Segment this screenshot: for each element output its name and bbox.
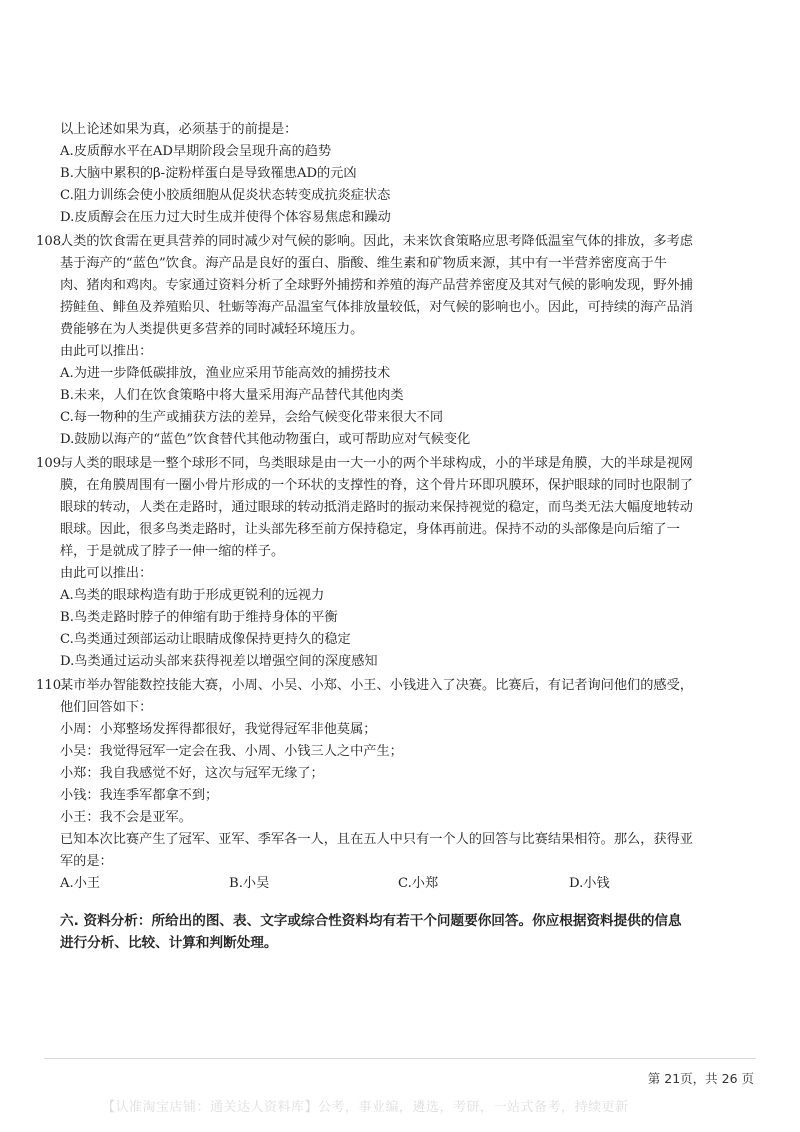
q109-text-line: 眼球。因此，很多鸟类走路时，让头部先移至前方保持稳定，身体再前进。保持不动的头部像是向后缩了一 <box>60 522 680 537</box>
q107-option-b: B.大脑中累积的β-淀粉样蛋白是导致罹患AD的元凶 <box>60 166 357 181</box>
q107-option-c: C.阻力训练会使小胶质细胞从促炎状态转变成抗炎症状态 <box>60 188 391 203</box>
q108-option-c: C.每一物种的生产或捕获方法的差异，会给气候变化带来很大不同 <box>60 410 444 425</box>
q108-text-line: 肉、猪肉和鸡肉。专家通过资料分析了全球野外捕捞和养殖的海产品营养密度及其对气候的影响发现，野外捕 <box>60 278 693 293</box>
watermark-text: 【认准淘宝店铺：通关达人资料库】公考，事业编，遴选，考研，一站式备考，持续更新 <box>102 1100 629 1115</box>
q108-text-line: 捞鲑鱼、鲱鱼及养殖贻贝、牡蛎等海产品温室气体排放量较低，对气候的影响也小。因此，可持续的海产品消 <box>60 300 693 315</box>
q107-option-d: D.皮质醇会在压力过大时生成并使得个体容易焦虑和躁动 <box>60 210 391 225</box>
q109-option-b: B.鸟类走路时脖子的伸缩有助于维持身体的平衡 <box>60 610 338 625</box>
footer-divider <box>44 1058 756 1059</box>
q109-text-line: 样，于是就成了脖子一伸一缩的样子。 <box>60 544 285 559</box>
q110-option-d: D.小钱 <box>569 876 610 891</box>
q109-option-c: C.鸟类通过颈部运动让眼睛成像保持更持久的稳定 <box>60 632 351 647</box>
q109-text-line: 膜，在角膜周围有一圈小骨片形成的一个环状的支撑性的脊，这个骨片环即巩膜环，保护眼球的同时也限制了 <box>60 478 693 493</box>
q108-number: 108. <box>36 234 66 249</box>
q110-text-line: 小郑：我自我感觉不好，这次与冠军无缘了； <box>60 766 324 781</box>
section-6-title: 六. 资料分析：所给出的图、表、文字或综合性资料均有若干个问题要你回答。你应根据资料提供的信息 <box>60 913 682 929</box>
q107-stem: 以上论述如果为真，必须基于的前提是： <box>60 122 298 137</box>
q110-option-a: A.小王 <box>60 876 101 891</box>
q110-text-line: 小周：小郑整场发挥得都很好，我觉得冠军非他莫属； <box>60 722 377 737</box>
q109-option-a: A.鸟类的眼球构造有助于形成更锐利的远视力 <box>60 588 325 603</box>
q108-prompt: 由此可以推出： <box>60 344 153 359</box>
q110-text-line: 小王：我不会是亚军。 <box>60 810 192 825</box>
q109-text-line: 眼球的转动，人类在走路时，通过眼球的转动抵消走路时的振动来保持视觉的稳定，而鸟类无法大幅度地转动 <box>60 500 693 515</box>
section-6-title-cont: 进行分析、比较、计算和判断处理。 <box>60 935 278 951</box>
q110-text-line: 他们回答如下： <box>60 700 153 715</box>
q110-text-line: 小钱：我连季军都拿不到； <box>60 788 219 803</box>
q109-option-d: D.鸟类通过运动头部来获得视差以增强空间的深度感知 <box>60 654 378 669</box>
q109-number: 109. <box>36 456 66 471</box>
page-number: 第 21页，共 26 页 <box>647 1071 754 1086</box>
q110-number: 110. <box>36 678 66 693</box>
q108-option-a: A.为进一步降低碳排放，渔业应采用节能高效的捕捞技术 <box>60 366 391 381</box>
q109-prompt: 由此可以推出： <box>60 566 153 581</box>
q108-option-d: D.鼓励以海产的“蓝色”饮食替代其他动物蛋白，或可帮助应对气候变化 <box>60 432 471 447</box>
q107-option-a: A.皮质醇水平在AD早期阶段会呈现升高的趋势 <box>60 144 332 159</box>
q108-text-line: 费能够在为人类提供更多营养的同时减轻环境压力。 <box>60 322 364 337</box>
q109-text-line: 与人类的眼球是一整个球形不同，鸟类眼球是由一大一小的两个半球构成，小的半球是角膜，大的半球是视网 <box>60 456 693 471</box>
q108-text-line: 基于海产的“蓝色”饮食。海产品是良好的蛋白、脂酸、维生素和矿物质来源，其中有一半营养密度高于牛 <box>60 256 667 271</box>
q108-option-b: B.未来，人们在饮食策略中将大量采用海产品替代其他肉类 <box>60 388 404 403</box>
q110-text-line: 军的是： <box>60 854 113 869</box>
q110-option-c: C.小郑 <box>398 876 439 891</box>
q110-text-line: 小吴：我觉得冠军一定会在我、小周、小钱三人之中产生； <box>60 744 403 759</box>
q108-text-line: 人类的饮食需在更具营养的同时减少对气候的影响。因此，未来饮食策略应思考降低温室气体的排放，多考虑 <box>60 234 693 249</box>
q110-option-b: B.小吴 <box>229 876 270 891</box>
q110-text-line: 已知本次比赛产生了冠军、亚军、季军各一人，且在五人中只有一个人的回答与比赛结果相符。那么，获得亚 <box>60 832 693 847</box>
q110-text-line: 某市举办智能数控技能大赛，小周、小吴、小郑、小王、小钱进入了决赛。比赛后，有记者询问他们的感受， <box>60 678 693 693</box>
